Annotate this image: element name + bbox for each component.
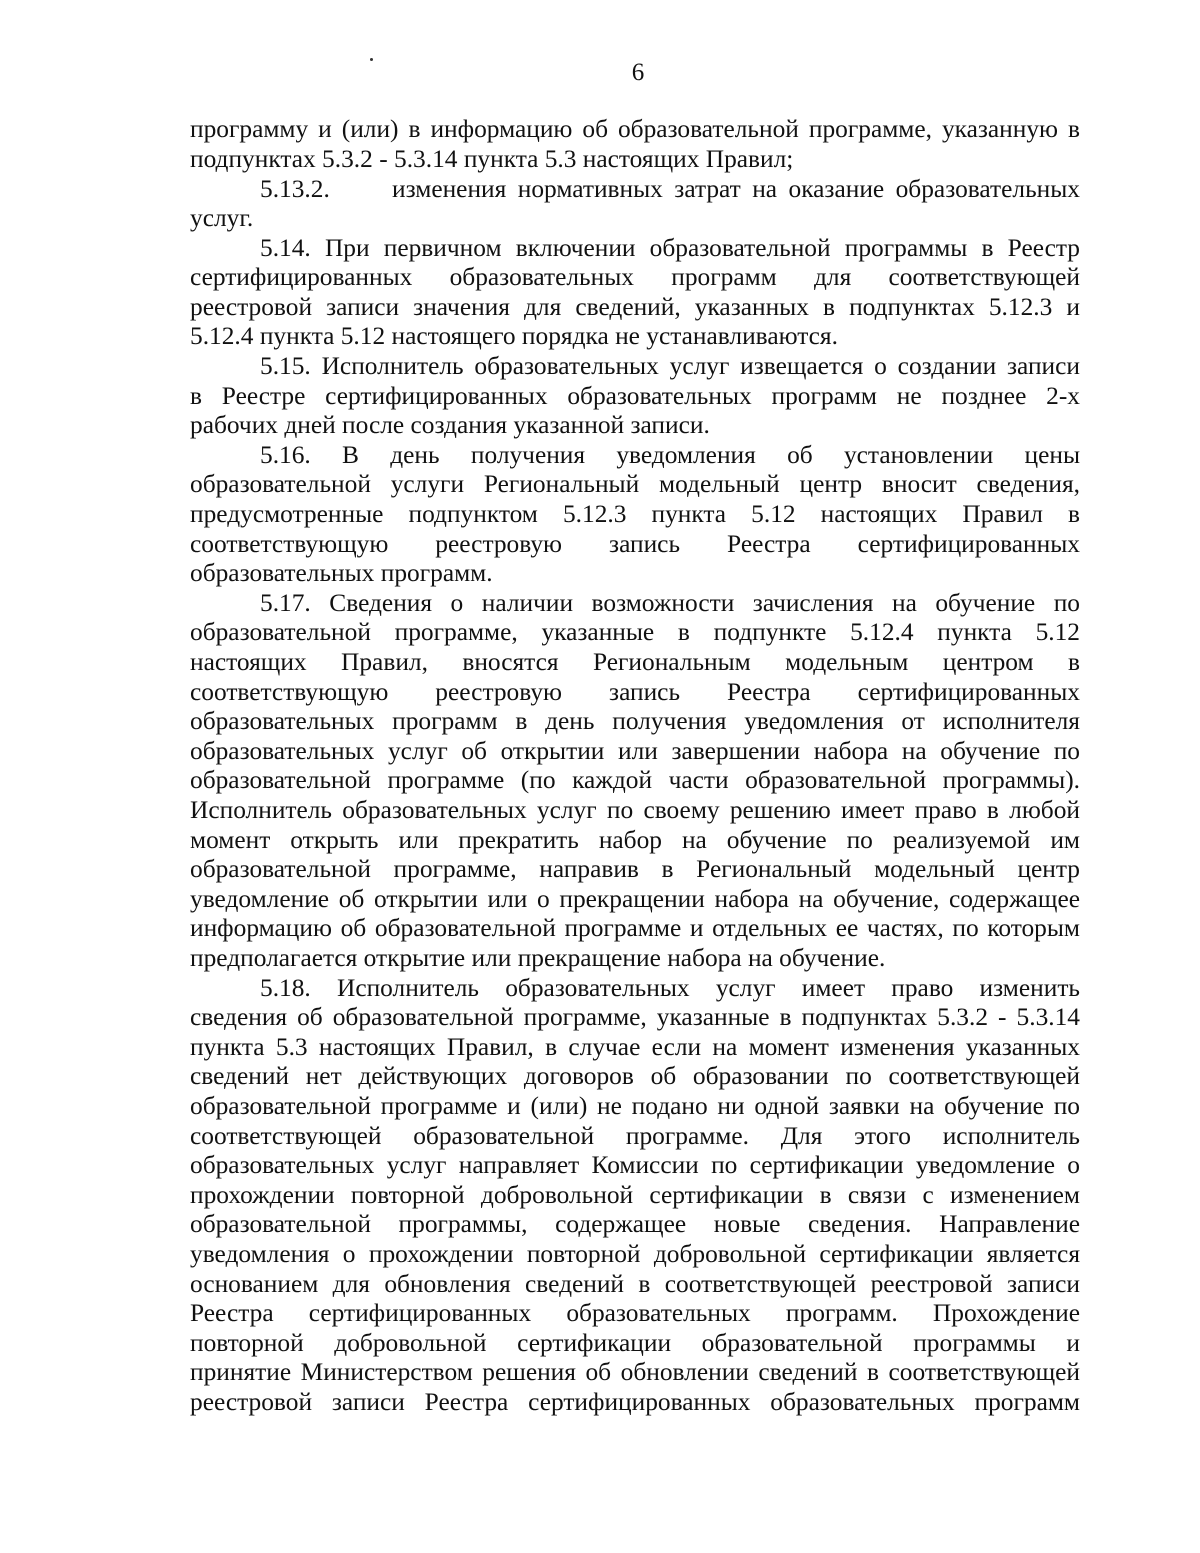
text-line: в Реестре сертифицированных образовательных программ не позднее 2-х xyxy=(190,382,1080,410)
text-line: реестровой записи значения для сведений, указанных в подпунктах 5.12.3 и xyxy=(190,293,1080,321)
text-line: образовательной программы, содержащее новые сведения. Направление xyxy=(190,1210,1080,1238)
text-line: образовательных услуг направляет Комиссии по сертификации уведомление о xyxy=(190,1151,1080,1179)
text-line: 5.14. При первичном включении образовательной программы в Реестр xyxy=(260,234,1080,262)
text-line: сведений нет действующих договоров об образовании по соответствующей xyxy=(190,1062,1080,1090)
text-line: 5.17. Сведения о наличии возможности зачисления на обучение по xyxy=(260,589,1080,617)
text-line: Реестра сертифицированных образовательных программ. Прохождение xyxy=(190,1299,1080,1327)
text-line: услуг. xyxy=(190,204,254,232)
text-line: 5.12.4 пункта 5.12 настоящего порядка не устанавливаются. xyxy=(190,322,838,350)
text-line: образовательных программ в день получения уведомления от исполнителя xyxy=(190,707,1080,735)
page-number: 6 xyxy=(631,59,645,86)
text-line: повторной добровольной сертификации образовательной программы и xyxy=(190,1329,1080,1357)
text-line: основанием для обновления сведений в соответствующей реестровой записи xyxy=(190,1270,1080,1298)
text-line: Исполнитель образовательных услуг по своему решению имеет право в любой xyxy=(190,796,1080,824)
text-line: предусмотренные подпунктом 5.12.3 пункта 5.12 настоящих Правил в xyxy=(190,500,1080,528)
text-line: 5.16. В день получения уведомления об установлении цены xyxy=(260,441,1080,469)
text-line: рабочих дней после создания указанной записи. xyxy=(190,411,710,439)
text-line: 5.18. Исполнитель образовательных услуг имеет право изменить xyxy=(260,974,1080,1002)
text-line: соответствующую реестровую запись Реестра сертифицированных xyxy=(190,678,1080,706)
text-line: программу и (или) в информацию об образовательной программе, указанную в xyxy=(190,115,1080,143)
text-line: настоящих Правил, вносятся Региональным модельным центром в xyxy=(190,648,1080,676)
text-line: соответствующей образовательной программе. Для этого исполнитель xyxy=(190,1122,1080,1150)
text-line: образовательной программе (по каждой части образовательной программы). xyxy=(190,766,1080,794)
text-line: подпунктах 5.3.2 - 5.3.14 пункта 5.3 настоящих Правил; xyxy=(190,145,794,173)
text-line: образовательных услуг об открытии или завершении набора на обучение по xyxy=(190,737,1080,765)
text-line: соответствующую реестровую запись Реестра сертифицированных xyxy=(190,530,1080,558)
text-line: образовательных программ. xyxy=(190,559,493,587)
text-line: пункта 5.3 настоящих Правил, в случае если на момент изменения указанных xyxy=(190,1033,1080,1061)
text-line: сведения об образовательной программе, указанные в подпунктах 5.3.2 - 5.3.14 xyxy=(190,1003,1080,1031)
text-line: уведомление об открытии или о прекращении набора на обучение, содержащее xyxy=(190,885,1080,913)
text-line: образовательной программе, указанные в подпункте 5.12.4 пункта 5.12 xyxy=(190,618,1080,646)
text-line: информацию об образовательной программе и отдельных ее частях, по которым xyxy=(190,914,1080,942)
text-line: образовательной программе и (или) не подано ни одной заявки на обучение по xyxy=(190,1092,1080,1120)
text-line: образовательной услуги Региональный модельный центр вносит сведения, xyxy=(190,470,1080,498)
text-line: образовательной программе, направив в Региональный модельный центр xyxy=(190,855,1080,883)
text-line: реестровой записи Реестра сертифицированных образовательных программ xyxy=(190,1388,1080,1416)
paragraph-number: 5.13.2. xyxy=(260,175,330,203)
text-line: сертифицированных образовательных программ для соответствующей xyxy=(190,263,1080,291)
text-line: изменения нормативных затрат на оказание образовательных xyxy=(392,175,1080,203)
text-line: принятие Министерством решения об обновлении сведений в соответствующей xyxy=(190,1358,1080,1386)
text-line: 5.15. Исполнитель образовательных услуг извещается о создании записи xyxy=(260,352,1080,380)
text-line: момент открыть или прекратить набор на обучение по реализуемой им xyxy=(190,826,1080,854)
text-line: уведомления о прохождении повторной добровольной сертификации является xyxy=(190,1240,1080,1268)
text-line: предполагается открытие или прекращение набора на обучение. xyxy=(190,944,886,972)
text-line: прохождении повторной добровольной сертификации в связи с изменением xyxy=(190,1181,1080,1209)
